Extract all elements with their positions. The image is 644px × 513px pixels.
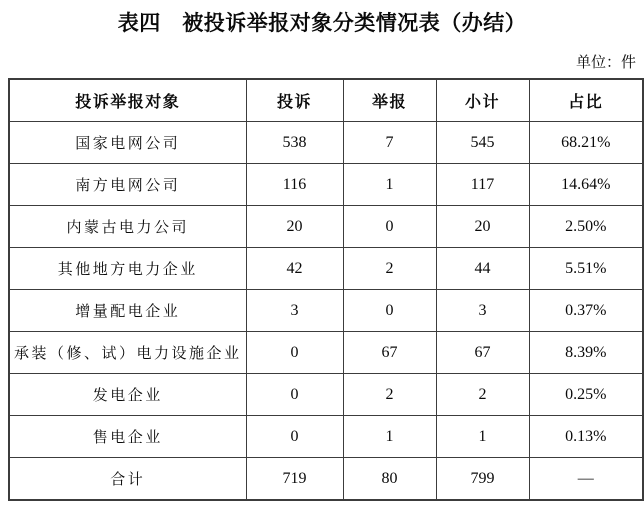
- cell-report: 67: [343, 332, 436, 374]
- table-row: [9, 290, 643, 332]
- cell-report: 0: [343, 290, 436, 332]
- cell-subtotal-total: 799: [436, 458, 529, 501]
- cell-share: 5.51%: [529, 248, 643, 290]
- table-row: [9, 122, 643, 164]
- cell-share-total: —: [529, 458, 643, 501]
- cell-complaint: 116: [246, 164, 343, 206]
- header-report: 举报: [343, 79, 436, 122]
- table-row: [9, 332, 643, 374]
- cell-report: 1: [343, 164, 436, 206]
- cell-subtotal: 117: [436, 164, 529, 206]
- header-subtotal: 小计: [436, 79, 529, 122]
- cell-target-total: 合计: [9, 458, 246, 501]
- cell-share: 0.13%: [529, 416, 643, 458]
- header-complaint: 投诉: [246, 79, 343, 122]
- cell-report: 2: [343, 374, 436, 416]
- cell-share: 0.25%: [529, 374, 643, 416]
- table-header-row: [9, 79, 643, 122]
- cell-share: 2.50%: [529, 206, 643, 248]
- cell-report: 7: [343, 122, 436, 164]
- cell-subtotal: 545: [436, 122, 529, 164]
- cell-complaint: 0: [246, 332, 343, 374]
- cell-target: 南方电网公司: [9, 164, 246, 206]
- cell-target: 售电企业: [9, 416, 246, 458]
- complaint-target-table: [8, 78, 644, 501]
- cell-report: 0: [343, 206, 436, 248]
- table-total-row: [9, 458, 643, 501]
- cell-share: 8.39%: [529, 332, 643, 374]
- cell-target: 其他地方电力企业: [9, 248, 246, 290]
- header-share: 占比: [529, 79, 643, 122]
- table-row: [9, 164, 643, 206]
- table-row: [9, 206, 643, 248]
- cell-complaint: 20: [246, 206, 343, 248]
- cell-share: 0.37%: [529, 290, 643, 332]
- cell-complaint: 42: [246, 248, 343, 290]
- cell-subtotal: 3: [436, 290, 529, 332]
- cell-target: 内蒙古电力公司: [9, 206, 246, 248]
- cell-target: 增量配电企业: [9, 290, 246, 332]
- header-target: 投诉举报对象: [9, 79, 246, 122]
- table-row: [9, 248, 643, 290]
- table-row: [9, 374, 643, 416]
- cell-target: 发电企业: [9, 374, 246, 416]
- cell-subtotal: 44: [436, 248, 529, 290]
- cell-complaint: 538: [246, 122, 343, 164]
- cell-subtotal: 67: [436, 332, 529, 374]
- page-title: 表四 被投诉举报对象分类情况表（办结）: [117, 11, 527, 35]
- table-row: [9, 416, 643, 458]
- cell-complaint-total: 719: [246, 458, 343, 501]
- cell-complaint: 0: [246, 374, 343, 416]
- cell-share: 68.21%: [529, 122, 643, 164]
- cell-report-total: 80: [343, 458, 436, 501]
- unit-label: 单位：件: [575, 55, 636, 71]
- cell-target: 国家电网公司: [9, 122, 246, 164]
- cell-target: 承装（修、试）电力设施企业: [9, 332, 246, 374]
- cell-complaint: 0: [246, 416, 343, 458]
- cell-complaint: 3: [246, 290, 343, 332]
- cell-subtotal: 2: [436, 374, 529, 416]
- cell-subtotal: 1: [436, 416, 529, 458]
- cell-report: 1: [343, 416, 436, 458]
- cell-report: 2: [343, 248, 436, 290]
- cell-subtotal: 20: [436, 206, 529, 248]
- cell-share: 14.64%: [529, 164, 643, 206]
